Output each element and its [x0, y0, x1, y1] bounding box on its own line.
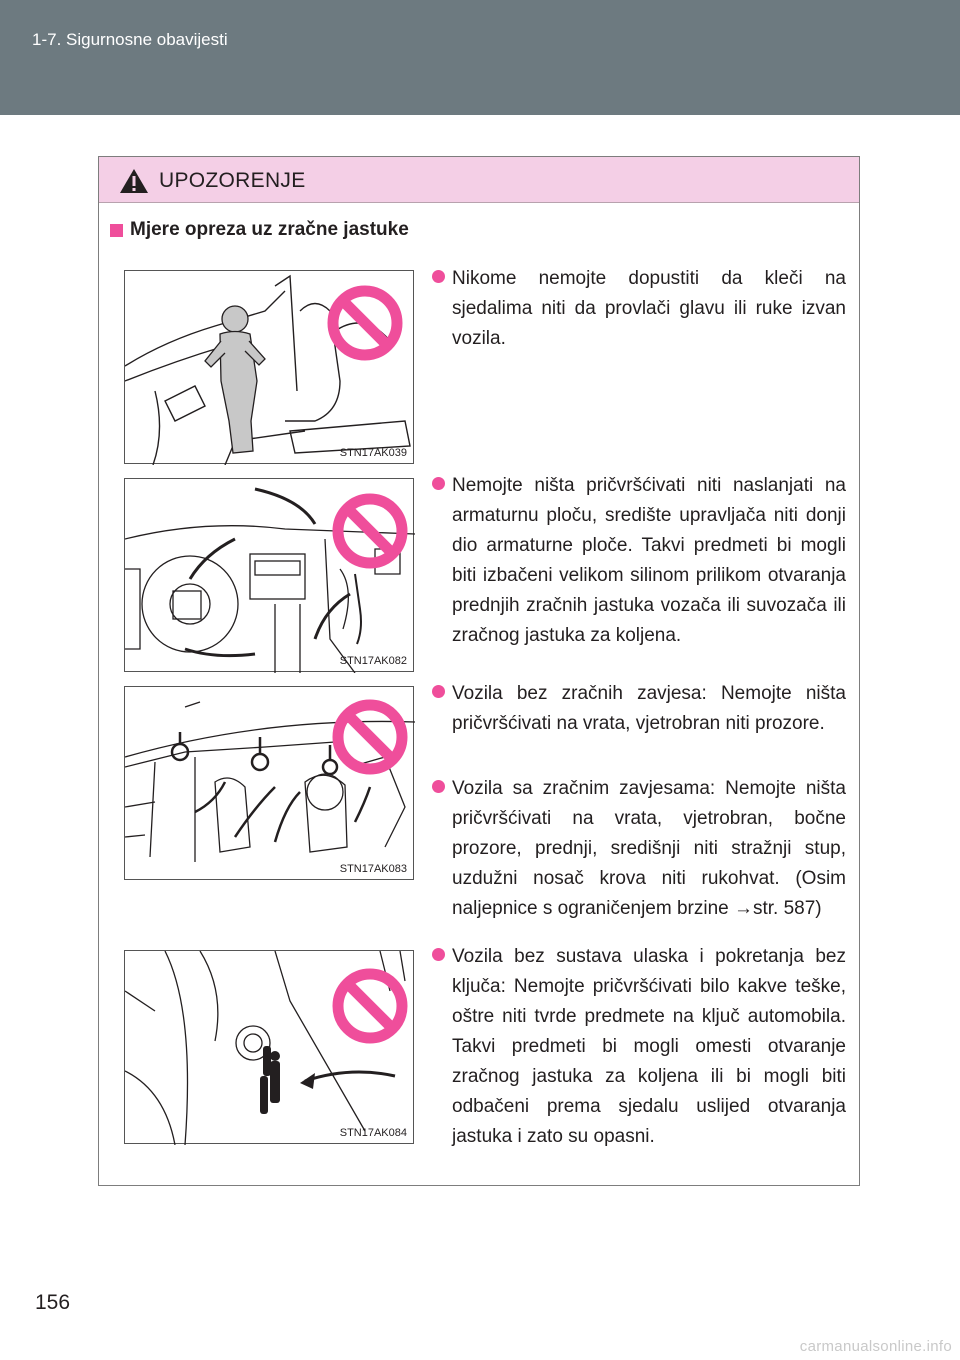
warning-item-text: Vozila sa zračnim zavjesama: Nemojte ništa pričvršćivati na vrata, vjetrobran, bočne prozore, prednji, središnji niti stražnji stup, uzdužni nosač krova niti rukohvat. (Osim naljepnice s ograničenjem brzine →str. 587)	[452, 778, 846, 919]
illustration-dashboard	[124, 478, 414, 672]
warning-header	[99, 157, 859, 203]
figure-code: STN17AK083	[339, 863, 407, 875]
prohibition-icon	[330, 491, 410, 571]
prohibition-icon	[325, 283, 405, 363]
bullet-icon	[432, 685, 445, 698]
watermark: carmanualsonline.info	[799, 1338, 952, 1355]
illustration-kneeling-passenger	[124, 270, 414, 464]
section-title: 1-7. Sigurnosne obavijesti	[32, 30, 228, 49]
warning-item	[432, 942, 846, 1152]
warning-item	[432, 774, 846, 924]
page-header	[0, 0, 960, 115]
warning-item-text: Vozila bez sustava ulaska i pokretanja bez ključa: Nemojte pričvršćivati bilo kakve teške, oštre niti tvrde predmete na ključ automobila. Takvi predmeti bi mogli omesti otvaranje zračnog jastuka za koljena ili bi mogli biti odbačeni prema sjedalu uslijed otvaranja jastuka i zato su opasni.	[452, 946, 846, 1147]
warning-item	[432, 264, 846, 354]
figure-code: STN17AK039	[339, 447, 407, 459]
bullet-icon	[432, 948, 445, 961]
bullet-icon	[432, 477, 445, 490]
warning-item	[432, 471, 846, 651]
page-number: 156	[35, 1291, 71, 1314]
warning-box	[98, 156, 860, 1186]
warning-title: UPOZORENJE	[159, 169, 306, 192]
warning-triangle-icon	[119, 168, 149, 194]
figure-code: STN17AK084	[339, 1127, 407, 1139]
prohibition-icon	[330, 697, 410, 777]
warning-item-text: Vozila bez zračnih zavjesa: Nemojte ništa pričvršćivati na vrata, vjetrobran niti prozore.	[452, 683, 846, 734]
prohibition-icon	[330, 966, 410, 1046]
subtitle-bullet-icon	[110, 224, 123, 237]
illustration-cabin-interior	[124, 686, 414, 880]
figure-code: STN17AK082	[339, 655, 407, 667]
warning-item	[432, 679, 846, 739]
bullet-icon	[432, 780, 445, 793]
warning-item-text: Nemojte ništa pričvršćivati niti naslanjati na armaturnu ploču, središte upravljača niti donji dio armaturne ploče. Takvi predmeti bi mogli biti izbačeni velikom silinom prilikom otvaranja prednjih zračnih jastuka vozača ili suvozača ili zračnog jastuka za koljena.	[452, 475, 846, 646]
warning-subtitle: Mjere opreza uz zračne jastuke	[130, 219, 409, 240]
illustration-ignition-key	[124, 950, 414, 1144]
bullet-icon	[432, 270, 445, 283]
warning-item-text: Nikome nemojte dopustiti da kleči na sjedalima niti da provlači glavu ili ruke izvan vozila.	[452, 268, 846, 349]
